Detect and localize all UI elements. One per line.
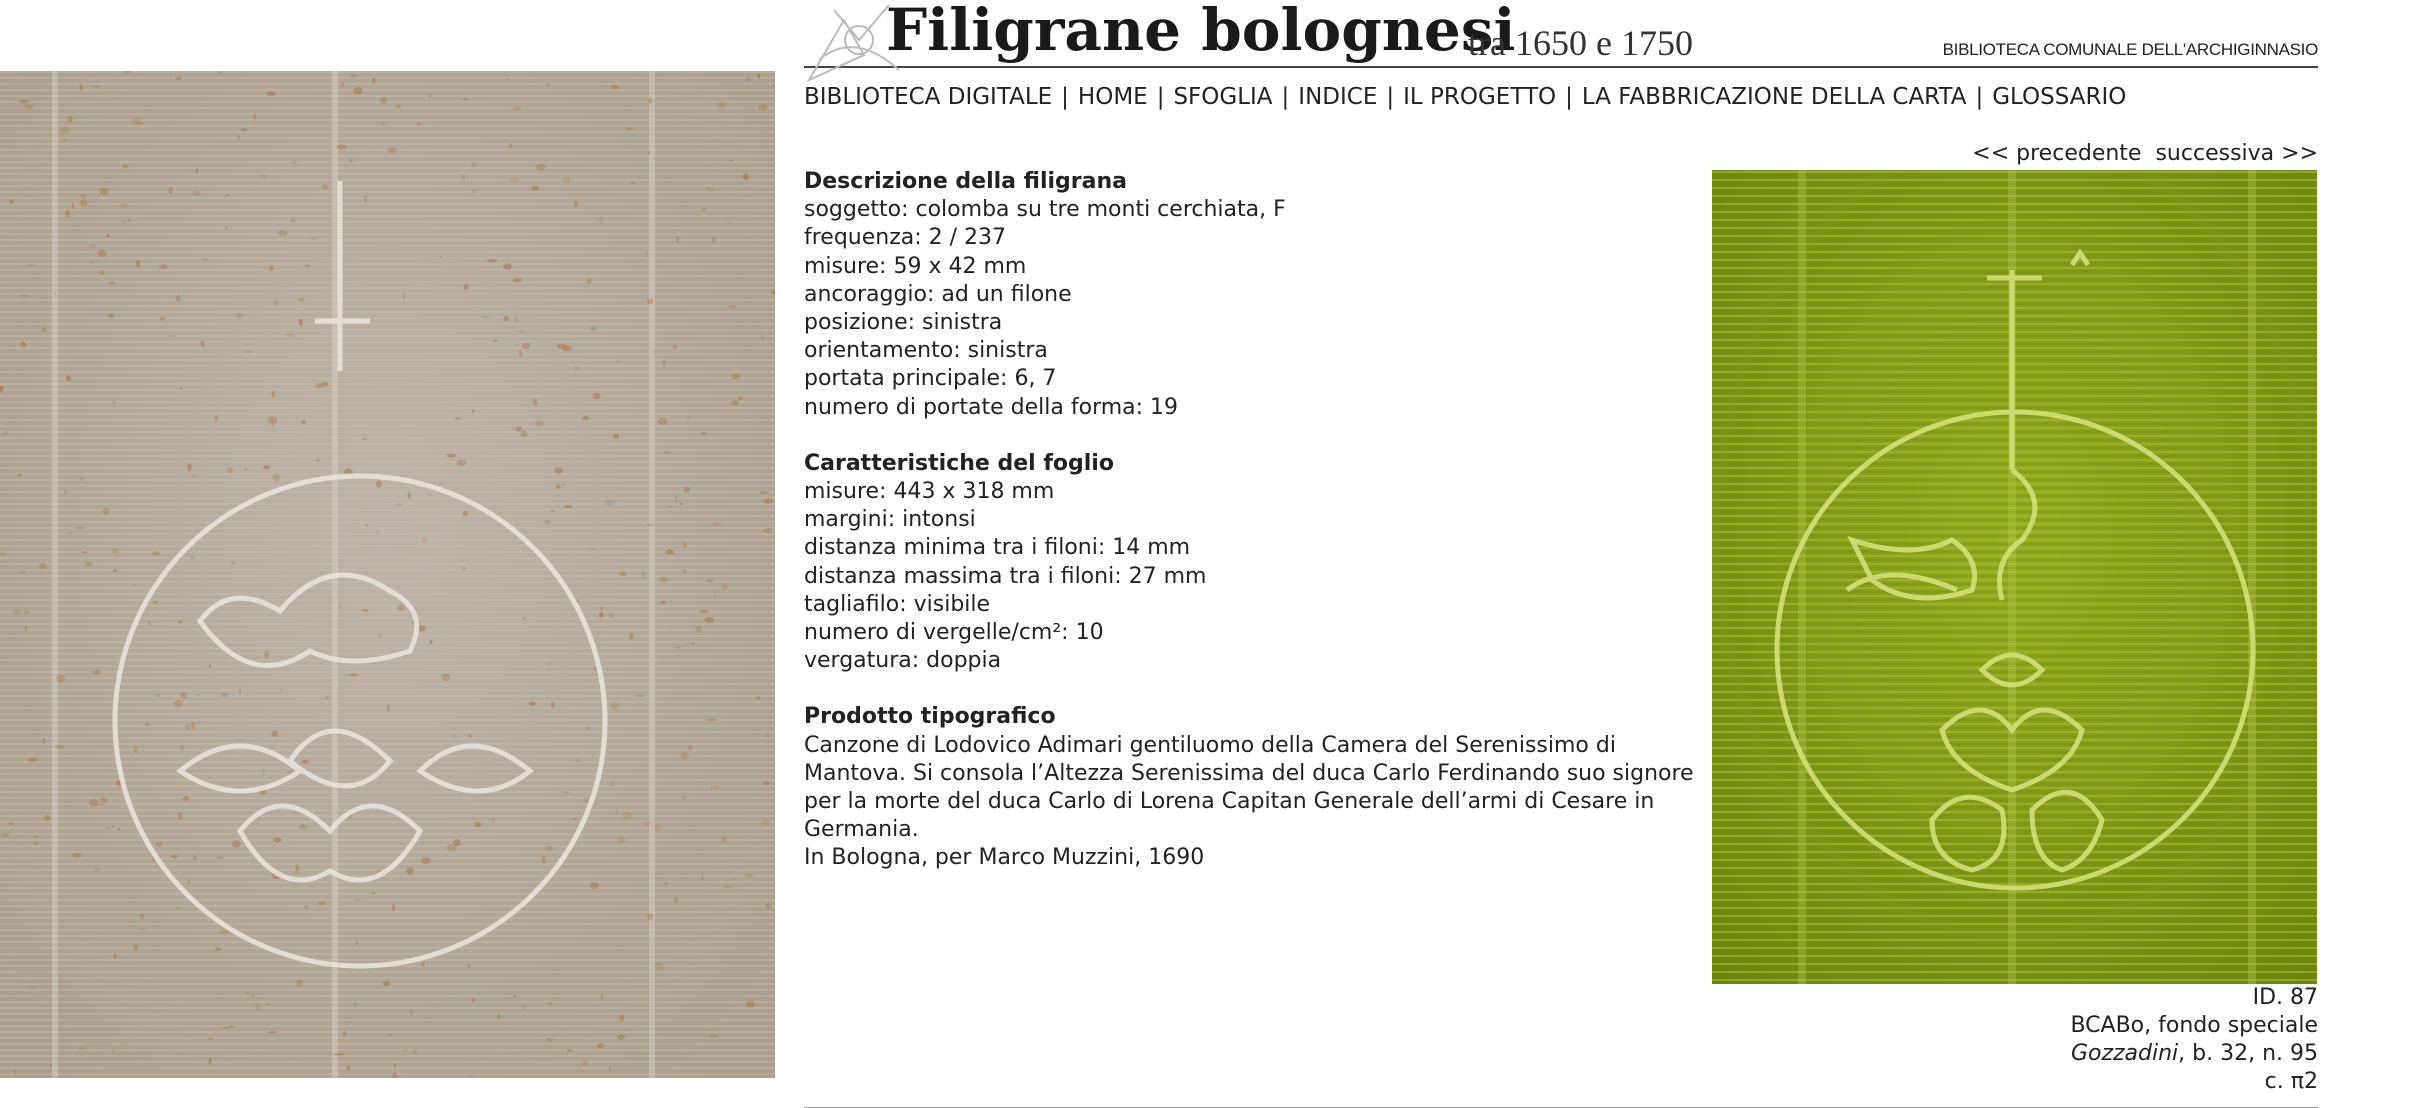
typographic-product-section bbox=[804, 703, 1704, 872]
nav-home[interactable]: HOME bbox=[1077, 84, 1148, 110]
publication-title: Canzone di Lodovico Adimari gentiluomo della Camera del Serenissimo di Mantova. Si consola l’Altezza Serenissima del duca Carlo Ferdinando suo signore per la morte del duca Carlo di Lorena Capitan Generale dell’armi di Cesare in Germania. bbox=[804, 732, 1694, 843]
nav-fabbricazione-carta[interactable]: LA FABBRICAZIONE DELLA CARTA bbox=[1581, 84, 1967, 110]
pager bbox=[1972, 141, 2318, 166]
collection-shelfmark: , b. 32, n. 95 bbox=[2178, 1041, 2318, 1066]
detail-row: orientamento: sinistra bbox=[804, 338, 1048, 364]
sheet-characteristics-section bbox=[804, 450, 1704, 676]
next-link[interactable]: successiva >> bbox=[2155, 141, 2318, 166]
detail-row: margini: intonsi bbox=[804, 507, 976, 533]
detail-row: soggetto: colomba su tre monti cerchiata, F bbox=[804, 197, 1286, 223]
nav-biblioteca-digitale[interactable]: BIBLIOTECA DIGITALE bbox=[804, 84, 1053, 110]
previous-link[interactable]: << precedente bbox=[1972, 141, 2142, 166]
detail-row: posizione: sinistra bbox=[804, 310, 1003, 336]
nav-separator: | bbox=[1156, 84, 1165, 110]
collection-fondo: BCABo, fondo speciale bbox=[2070, 1013, 2318, 1038]
site-title[interactable]: Filigrane bolognesi bbox=[886, 0, 1516, 64]
record-id: ID. 87 bbox=[2252, 985, 2318, 1010]
detail-row: tagliafilo: visibile bbox=[804, 591, 991, 617]
detail-row: numero di portate della forma: 19 bbox=[804, 394, 1179, 420]
main-navigation bbox=[804, 84, 2126, 110]
publication-imprint: In Bologna, per Marco Muzzini, 1690 bbox=[804, 845, 1205, 871]
collection-location bbox=[2070, 1040, 2318, 1068]
nav-separator: | bbox=[1061, 84, 1069, 110]
nav-separator: | bbox=[1565, 84, 1573, 110]
detail-row: distanza minima tra i filoni: 14 mm bbox=[804, 535, 1191, 561]
detail-row: misure: 59 x 42 mm bbox=[804, 253, 1027, 279]
detail-row: vergatura: doppia bbox=[804, 648, 1002, 674]
watermark-description-section bbox=[804, 168, 1704, 422]
site-subtitle: tra 1650 e 1750 bbox=[1468, 23, 1693, 63]
detail-row: numero di vergelle/cm²: 10 bbox=[804, 620, 1104, 646]
watermark-details bbox=[804, 168, 1704, 901]
nav-il-progetto[interactable]: IL PROGETTO bbox=[1403, 84, 1557, 110]
nav-indice[interactable]: INDICE bbox=[1298, 84, 1378, 110]
leaf-reference: c. π2 bbox=[2264, 1069, 2318, 1094]
nav-separator: | bbox=[1386, 84, 1395, 110]
watermark-photo-transmitted-light[interactable] bbox=[1712, 170, 2317, 984]
detail-row: misure: 443 x 318 mm bbox=[804, 479, 1055, 505]
detail-row: ancoraggio: ad un filone bbox=[804, 281, 1072, 307]
nav-sfoglia[interactable]: SFOGLIA bbox=[1173, 84, 1273, 110]
watermark-photo-paper bbox=[0, 71, 775, 1078]
detail-row: frequenza: 2 / 237 bbox=[804, 225, 1007, 251]
section-heading: Caratteristiche del foglio bbox=[804, 450, 1114, 476]
nav-glossario[interactable]: GLOSSARIO bbox=[1992, 84, 2127, 110]
nav-separator: | bbox=[1281, 84, 1290, 110]
image-caption bbox=[2070, 984, 2318, 1096]
library-name[interactable]: BIBLIOTECA COMUNALE DELL'ARCHIGINNASIO bbox=[1942, 40, 2318, 59]
collection-name: Gozzadini bbox=[2070, 1041, 2179, 1066]
detail-row: portata principale: 6, 7 bbox=[804, 366, 1057, 392]
section-heading: Descrizione della filigrana bbox=[804, 169, 1128, 194]
nav-separator: | bbox=[1975, 84, 1984, 110]
detail-row: distanza massima tra i filoni: 27 mm bbox=[804, 563, 1207, 589]
section-heading: Prodotto tipografico bbox=[804, 704, 1056, 730]
site-header bbox=[804, 0, 2318, 68]
